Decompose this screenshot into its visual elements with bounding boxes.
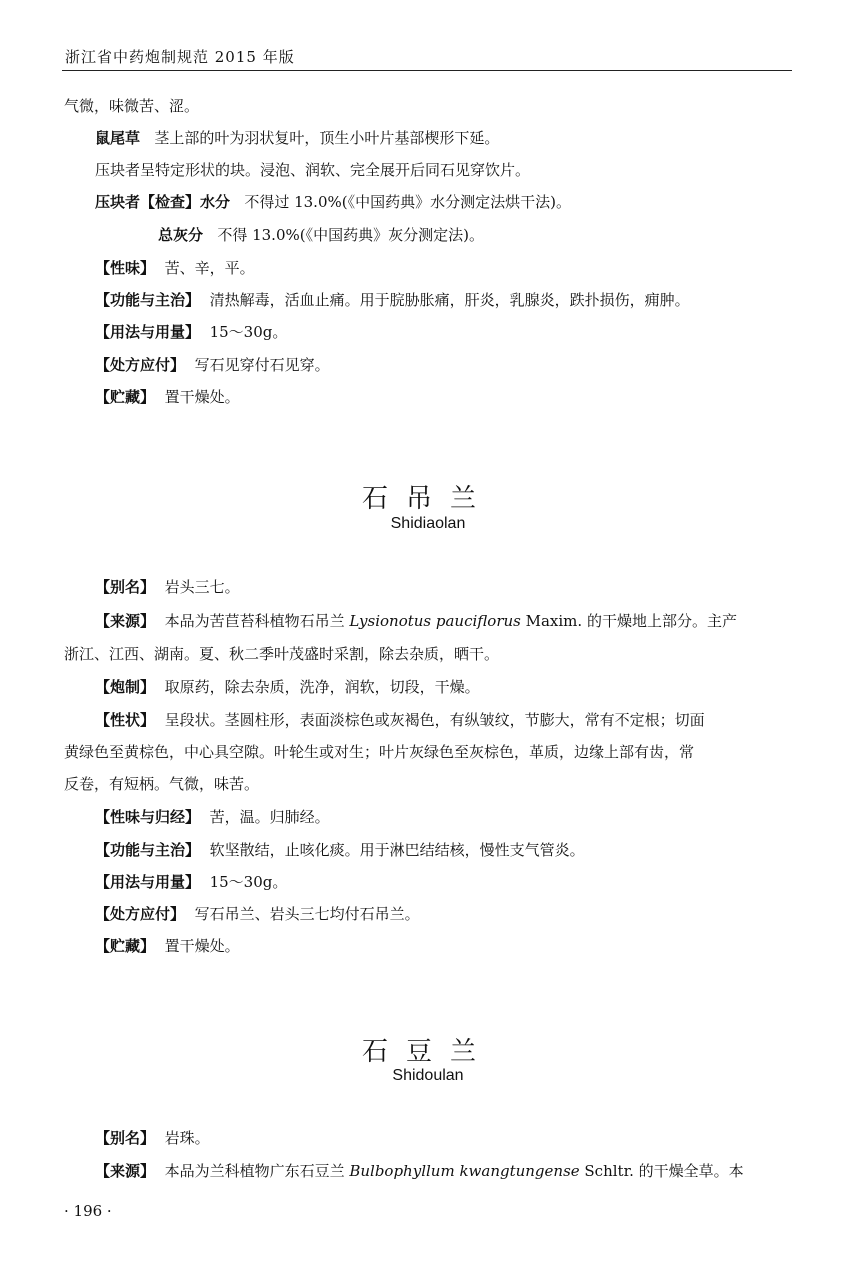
paragraph-text: 写石吊兰、岩头三七均付石吊兰。 [194,905,420,923]
text-line [95,1127,210,1149]
text-line [95,127,499,149]
section-tag: 压块者【检查】水分 [95,193,231,211]
text-line [95,676,480,698]
section-tag: 【用法与用量】 [95,873,201,891]
text-line [95,935,240,957]
header-rule [62,70,792,71]
paragraph-text: 岩珠。 [164,1129,210,1147]
paragraph-text: 气微，味微苦、涩。 [64,97,200,115]
section-tag: 【贮藏】 [95,937,156,955]
text-line [64,643,499,665]
text-line [95,839,585,861]
section-tag: 【来源】 [95,1162,156,1180]
text-line [64,773,259,795]
section-tag: 【别名】 [95,1129,156,1147]
text-line [95,289,690,311]
entry-pinyin: Shidiaolan [390,515,466,532]
section-tag: 【处方应付】 [95,356,186,374]
paragraph-text: 清热解毒，活血止痛。用于脘胁胀痛，肝炎，乳腺炎，跌扑损伤，痈肿。 [209,291,690,309]
paragraph-text: 本品为兰科植物广东石豆兰 [164,1162,350,1180]
paragraph-text: 不得 13.0%(《中国药典》灰分测定法)。 [217,226,484,244]
text-line [95,354,330,376]
section-tag: 【性味】 [95,259,156,277]
paragraph-text: 浙江、江西、湖南。夏、秋二季叶茂盛时采割，除去杂质，晒干。 [64,645,500,663]
paragraph-text: 置干燥处。 [164,388,240,406]
section-tag: 总灰分 [158,226,204,244]
text-line [95,386,240,408]
section-tag: 【处方应付】 [95,905,186,923]
paragraph-text: 取原药，除去杂质，洗净，润软，切段，干燥。 [164,678,480,696]
text-line [95,576,240,598]
paragraph-text: 压块者呈特定形状的块。浸泡、润软、完全展开后同石见穿饮片。 [95,161,531,179]
entry-pinyin: Shidoulan [392,1067,464,1084]
text-line [95,806,330,828]
text-line [64,741,694,763]
section-tag: 【来源】 [95,612,156,630]
subheading: 鼠尾草 [95,129,141,147]
latin-name: Lysionotus pauciflorus [349,612,521,630]
entry-title: 石豆兰 [361,1037,494,1067]
text-line [95,903,420,925]
paragraph-text: 写石见穿付石见穿。 [194,356,330,374]
paragraph-text: 置干燥处。 [164,937,240,955]
paragraph-text: 黄绿色至黄棕色，中心具空隙。叶轮生或对生；叶片灰绿色至灰棕色，革质，边缘上部有齿，常 [64,743,695,761]
paragraph-text: 呈段状。茎圆柱形，表面淡棕色或灰褐色，有纵皱纹，节膨大，常有不定根；切面 [164,711,705,729]
paragraph-text: 本品为苦苣苔科植物石吊兰 [164,612,350,630]
text-line [95,257,255,279]
text-line [95,610,737,632]
section-tag: 【性味与归经】 [95,808,201,826]
paragraph-text: 茎上部的叶为羽状复叶，顶生小叶片基部楔形下延。 [154,129,500,147]
paragraph-text: 软坚散结，止咳化痰。用于淋巴结结核，慢性支气管炎。 [209,841,585,859]
running-head: 浙江省中药炮制规范 2015 年版 [65,48,295,66]
paragraph-text: 苦，温。归肺经。 [209,808,330,826]
section-tag: 【性状】 [95,711,156,729]
section-tag: 【用法与用量】 [95,323,201,341]
latin-name: Bulbophyllum kwangtungense [349,1162,580,1180]
text-line [95,191,571,213]
paragraph-text: 反卷，有短柄。气微，味苦。 [64,775,260,793]
entry-title: 石吊兰 [361,484,494,514]
paragraph-text: Schltr. 的干燥全草。本 [579,1162,744,1180]
paragraph-text: 不得过 13.0%(《中国药典》水分测定法烘干法)。 [244,193,571,211]
text-line [95,709,705,731]
paragraph-text: 15～30g。 [209,873,288,891]
paragraph-text: 岩头三七。 [164,578,240,596]
text-line [95,159,530,181]
section-tag: 【贮藏】 [95,388,156,406]
paragraph-text: 15～30g。 [209,323,288,341]
text-line [95,1160,744,1182]
text-line [95,871,287,893]
section-tag: 【功能与主治】 [95,841,201,859]
section-tag: 【炮制】 [95,678,156,696]
section-tag: 【别名】 [95,578,156,596]
page-number: · 196 · [64,1202,112,1220]
text-line [95,321,287,343]
text-line [158,224,484,246]
paragraph-text: 苦、辛，平。 [164,259,255,277]
paragraph-text: Maxim. 的干燥地上部分。主产 [520,612,737,630]
section-tag: 【功能与主治】 [95,291,201,309]
text-line [64,95,199,117]
